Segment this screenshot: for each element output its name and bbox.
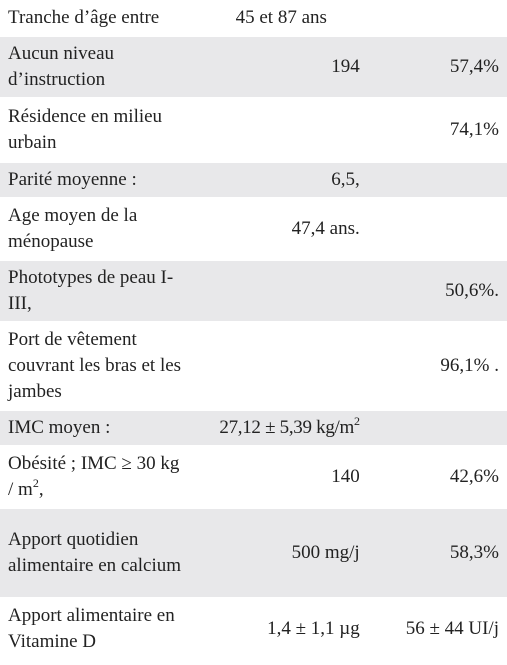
row-value: 500 mg/j <box>195 508 368 598</box>
row-percent: 74,1% <box>368 98 507 162</box>
value-text: 27,12 ± 5,39 kg/m <box>219 417 355 438</box>
table-row <box>0 508 507 598</box>
row-value: 194 <box>195 36 368 98</box>
row-percent: 96,1% . <box>368 322 507 410</box>
row-percent: 42,6% <box>368 446 507 508</box>
row-label: Apport quotidien alimentaire en calcium <box>0 508 195 598</box>
label-text: Obésité ; IMC ≥ 30 kg / m <box>8 453 180 500</box>
row-percent <box>368 410 507 446</box>
row-percent <box>368 162 507 198</box>
row-value: 1,4 ± 1,1 µg <box>195 598 368 660</box>
row-label <box>0 446 195 508</box>
row-value <box>195 98 368 162</box>
row-value: 6,5, <box>195 162 368 198</box>
table-row <box>0 410 507 446</box>
row-percent <box>368 198 507 260</box>
row-label: Port de vêtement couvrant les bras et les jambes <box>0 322 195 410</box>
superscript: 2 <box>32 475 39 490</box>
label-suffix: , <box>38 479 44 500</box>
table-row <box>0 322 507 410</box>
table-row <box>0 98 507 162</box>
row-label: Tranche d’âge entre <box>0 0 195 36</box>
row-label: IMC moyen : <box>0 410 195 446</box>
row-percent: 58,3% <box>368 508 507 598</box>
table-row <box>0 446 507 508</box>
row-percent: 50,6%. <box>368 260 507 322</box>
row-label: Parité moyenne : <box>0 162 195 198</box>
table-row <box>0 36 507 98</box>
row-percent: 57,4% <box>368 36 507 98</box>
row-value: 47,4 ans. <box>195 198 368 260</box>
table-row <box>0 0 507 36</box>
row-label: Aucun niveau d’instruction <box>0 36 195 98</box>
row-value: 140 <box>195 446 368 508</box>
row-percent <box>368 0 507 36</box>
table-row <box>0 162 507 198</box>
superscript: 2 <box>354 413 360 428</box>
row-label: Apport alimentaire en Vitamine D <box>0 598 195 660</box>
row-label: Phototypes de peau I-III, <box>0 260 195 322</box>
row-value <box>195 322 368 410</box>
row-label: Age moyen de la ménopause <box>0 198 195 260</box>
table-row <box>0 598 507 660</box>
row-label: Résidence en milieu urbain <box>0 98 195 162</box>
row-value: 45 et 87 ans <box>195 0 368 36</box>
table-row <box>0 260 507 322</box>
row-value <box>195 410 368 446</box>
table-row <box>0 198 507 260</box>
row-value <box>195 260 368 322</box>
row-percent: 56 ± 44 UI/j <box>368 598 507 660</box>
